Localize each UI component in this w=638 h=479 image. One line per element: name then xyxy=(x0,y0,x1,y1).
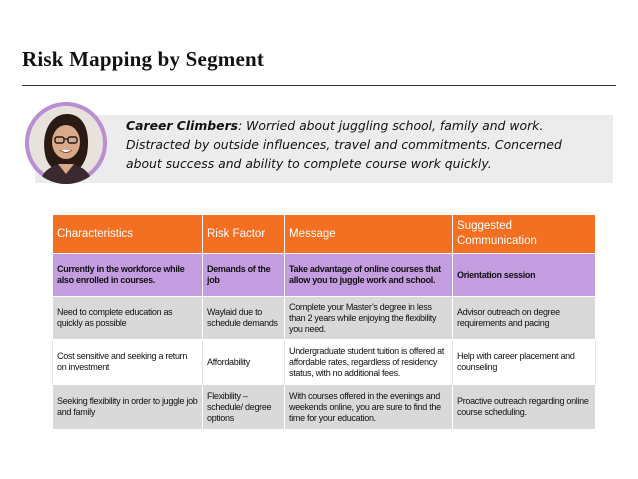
cell-message: With courses offered in the evenings and weekends online, you are sure to find the time for your education. xyxy=(285,385,453,430)
table-row xyxy=(53,385,596,430)
persona-avatar xyxy=(25,102,107,184)
cell-communication: Proactive outreach regarding online course scheduling. xyxy=(453,385,596,430)
table-row xyxy=(53,297,596,340)
risk-mapping-table xyxy=(52,214,596,430)
cell-message: Take advantage of online courses that allow you to juggle work and school. xyxy=(285,254,453,297)
cell-characteristics: Currently in the workforce while also enrolled in courses. xyxy=(53,254,203,297)
cell-message: Complete your Master’s degree in less than 2 years while enjoying the flexibility you need. xyxy=(285,297,453,340)
cell-communication: Orientation session xyxy=(453,254,596,297)
header-risk-factor: Risk Factor xyxy=(203,215,285,254)
title-divider xyxy=(22,85,616,86)
cell-risk-factor: Demands of the job xyxy=(203,254,285,297)
page-title: Risk Mapping by Segment xyxy=(22,47,265,71)
cell-communication: Advisor outreach on degree requirements and pacing xyxy=(453,297,596,340)
persona-name: Career Climbers xyxy=(126,118,239,133)
persona-description xyxy=(126,116,596,173)
cell-characteristics: Need to complete education as quickly as possible xyxy=(53,297,203,340)
table-row xyxy=(53,254,596,297)
cell-risk-factor: Affordability xyxy=(203,340,285,385)
cell-characteristics: Cost sensitive and seeking a return on investment xyxy=(53,340,203,385)
header-suggested-communication: Suggested Communication xyxy=(453,215,596,254)
cell-risk-factor: Flexibility – schedule/ degree options xyxy=(203,385,285,430)
header-message: Message xyxy=(285,215,453,254)
cell-message: Undergraduate student tuition is offered at affordable rates, regardless of residency status, with no additional fees. xyxy=(285,340,453,385)
cell-characteristics: Seeking flexibility in order to juggle job and family xyxy=(53,385,203,430)
table-row xyxy=(53,340,596,385)
cell-risk-factor: Waylaid due to schedule demands xyxy=(203,297,285,340)
table-header-row xyxy=(53,215,596,254)
header-characteristics: Characteristics xyxy=(53,215,203,254)
cell-communication: Help with career placement and counseling xyxy=(453,340,596,385)
persona-summary: : Worried about juggling school, family and work. Distracted by outside influences, travel and commitments. Concerned about success and ability to complete course work quickly. xyxy=(126,118,562,171)
